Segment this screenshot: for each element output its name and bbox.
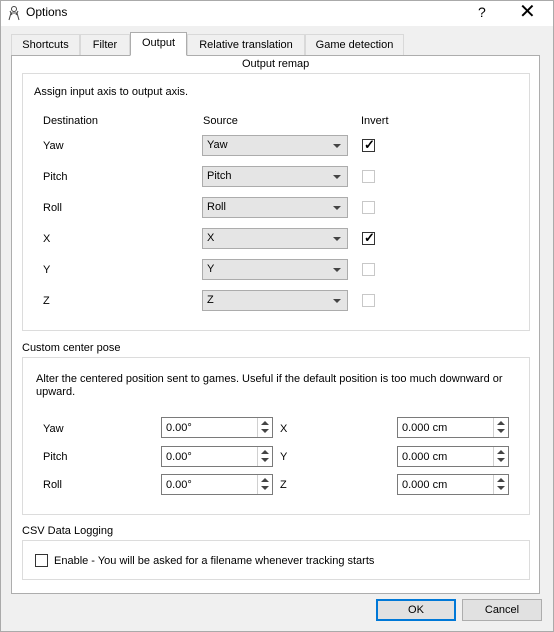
spinbox-buttons[interactable] [257, 418, 272, 437]
spinbox-buttons[interactable] [257, 475, 272, 494]
invert-checkbox-roll[interactable] [362, 201, 375, 214]
source-select-value: Y [207, 263, 215, 275]
source-select-value: Pitch [207, 170, 232, 182]
invert-checkbox-pitch[interactable] [362, 170, 375, 183]
arrow-down-icon[interactable] [497, 486, 505, 490]
spinbox-buttons[interactable] [257, 447, 272, 466]
output-remap-title: Output remap [242, 58, 310, 70]
source-select-value: X [207, 232, 215, 244]
tab-game-detection[interactable]: Game detection [305, 34, 404, 55]
center-roll-spinbox[interactable] [161, 474, 273, 495]
chevron-down-icon [333, 268, 341, 272]
output-remap-description: Assign input axis to output axis. [34, 86, 189, 98]
close-icon[interactable]: ✕ [519, 1, 536, 23]
help-icon[interactable]: ? [478, 4, 486, 20]
source-select-value: Roll [207, 201, 226, 213]
source-select-yaw[interactable] [202, 135, 348, 156]
invert-checkbox-yaw[interactable] [362, 139, 375, 152]
custom-center-description: Alter the centered position sent to games. Useful if the default position is too much downward or upward. [36, 373, 503, 398]
arrow-down-icon[interactable] [261, 429, 269, 433]
source-select-z[interactable] [202, 290, 348, 311]
tab-shortcuts[interactable]: Shortcuts [11, 34, 80, 55]
spinbox-value: 0.000 cm [402, 422, 448, 434]
arrow-down-icon[interactable] [497, 458, 505, 462]
center-z-spinbox[interactable] [397, 474, 509, 495]
center-label-yaw: Yaw [43, 423, 64, 435]
csv-enable-label[interactable]: Enable - You will be asked for a filename whenever tracking starts [54, 555, 375, 567]
checkmark-icon: ✓ [364, 137, 375, 152]
arrow-up-icon[interactable] [497, 478, 505, 482]
spinbox-buttons[interactable] [493, 475, 508, 494]
spinbox-value: 0.00° [166, 451, 192, 463]
ok-button[interactable]: OK [376, 599, 456, 621]
spinbox-buttons[interactable] [493, 418, 508, 437]
center-x-spinbox[interactable] [397, 417, 509, 438]
source-select-y[interactable] [202, 259, 348, 280]
tab-output[interactable]: Output [130, 32, 187, 56]
center-label-x: X [280, 423, 288, 435]
center-yaw-spinbox[interactable] [161, 417, 273, 438]
chevron-down-icon [333, 299, 341, 303]
center-y-spinbox[interactable] [397, 446, 509, 467]
app-icon [6, 5, 22, 21]
custom-center-title: Custom center pose [22, 342, 121, 354]
destination-label-pitch: Pitch [43, 171, 68, 183]
invert-checkbox-y[interactable] [362, 263, 375, 276]
csv-title: CSV Data Logging [22, 525, 114, 537]
checkmark-icon: ✓ [364, 230, 375, 245]
source-header: Source [203, 115, 238, 127]
arrow-up-icon[interactable] [261, 421, 269, 425]
arrow-up-icon[interactable] [497, 421, 505, 425]
source-select-pitch[interactable] [202, 166, 348, 187]
invert-checkbox-x[interactable] [362, 232, 375, 245]
center-label-z: Z [280, 479, 287, 491]
center-label-pitch: Pitch [43, 451, 68, 463]
center-label-y: Y [280, 451, 288, 463]
spinbox-value: 0.000 cm [402, 451, 448, 463]
tab-relative-translation[interactable]: Relative translation [187, 34, 305, 55]
source-select-x[interactable] [202, 228, 348, 249]
window-title: Options [26, 5, 68, 19]
spinbox-value: 0.000 cm [402, 479, 448, 491]
center-pitch-spinbox[interactable] [161, 446, 273, 467]
chevron-down-icon [333, 144, 341, 148]
csv-enable-checkbox[interactable] [35, 554, 48, 567]
arrow-up-icon[interactable] [497, 450, 505, 454]
spinbox-value: 0.00° [166, 479, 192, 491]
destination-header: Destination [43, 115, 99, 127]
arrow-up-icon[interactable] [261, 478, 269, 482]
invert-checkbox-z[interactable] [362, 294, 375, 307]
center-label-roll: Roll [43, 479, 62, 491]
source-select-value: Z [207, 294, 214, 306]
destination-label-roll: Roll [43, 202, 62, 214]
cancel-button[interactable]: Cancel [462, 599, 542, 621]
chevron-down-icon [333, 237, 341, 241]
destination-label-yaw: Yaw [43, 140, 64, 152]
spinbox-value: 0.00° [166, 422, 192, 434]
arrow-down-icon[interactable] [261, 486, 269, 490]
invert-header: Invert [361, 115, 389, 127]
source-select-roll[interactable] [202, 197, 348, 218]
chevron-down-icon [333, 206, 341, 210]
chevron-down-icon [333, 175, 341, 179]
title-bar [0, 0, 554, 26]
arrow-down-icon[interactable] [261, 458, 269, 462]
source-select-value: Yaw [207, 139, 228, 151]
destination-label-x: X [43, 233, 51, 245]
destination-label-z: Z [43, 295, 50, 307]
spinbox-buttons[interactable] [493, 447, 508, 466]
arrow-up-icon[interactable] [261, 450, 269, 454]
arrow-down-icon[interactable] [497, 429, 505, 433]
destination-label-y: Y [43, 264, 51, 276]
tab-filter[interactable]: Filter [80, 34, 130, 55]
